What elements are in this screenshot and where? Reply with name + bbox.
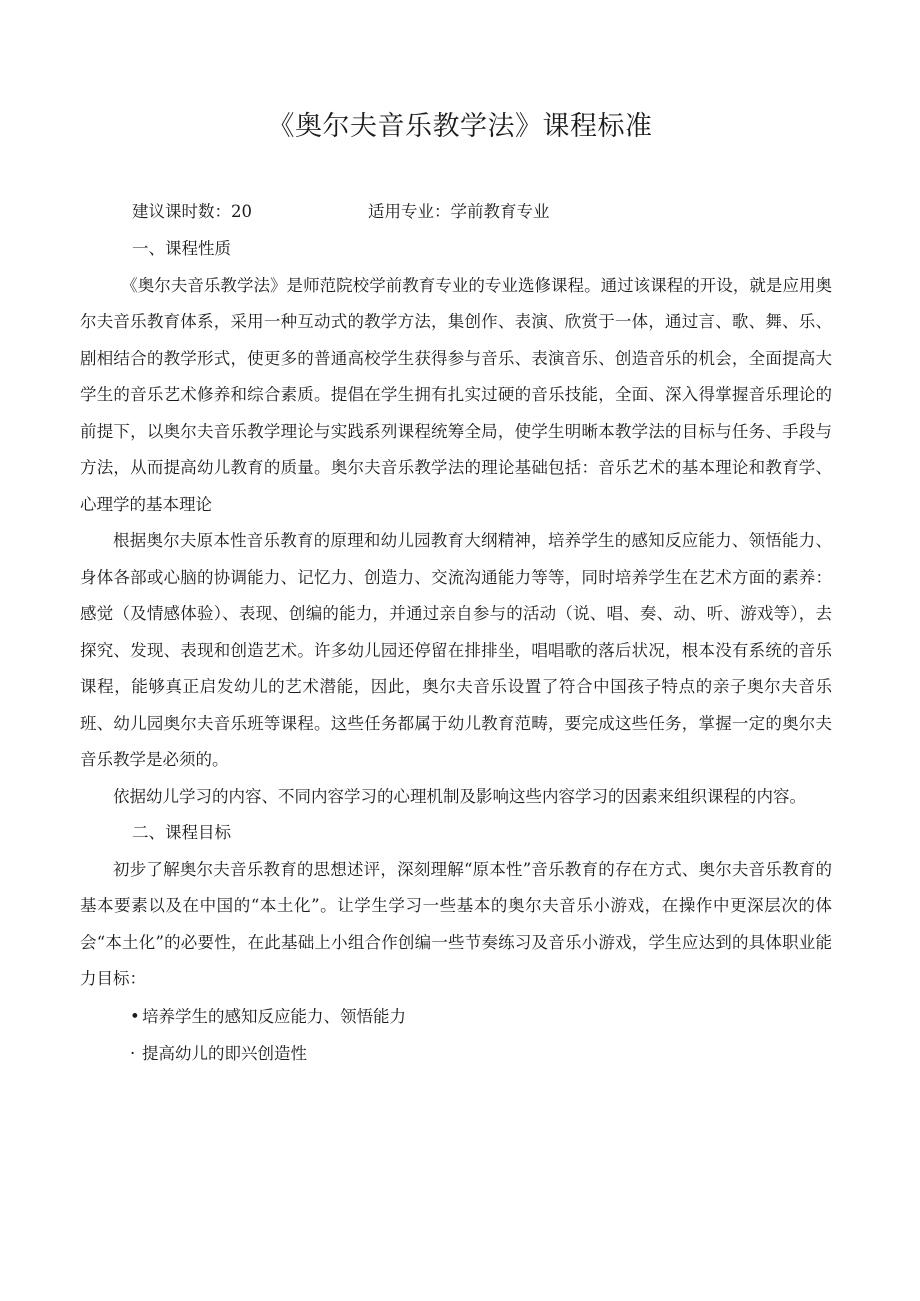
paragraph: 初步了解奥尔夫音乐教育的思想述评，深刻理解“原本性”音乐教育的存在方式、奥尔夫音乐教育的基本要素以及在中国的“本土化”。让学生学习一些基本的奥尔夫音乐小游戏，在操作中更深层次的体会“本土化”的必要性，在此基础上小组合作创编一些节奏练习及音乐小游戏，学生应达到的具体职业能力目标： <box>80 859 832 988</box>
bullet-text: 提高幼儿的即兴创造性 <box>142 1043 307 1063</box>
document-body <box>80 231 832 1072</box>
bullet-marker: • <box>130 1006 140 1026</box>
document-title: 《奥尔夫音乐教学法》课程标准 <box>267 111 653 142</box>
bullet-item <box>80 998 832 1035</box>
paragraph: 依据幼儿学习的内容、不同内容学习的心理机制及影响这些内容学习的因素来组织课程的内容。 <box>113 786 806 806</box>
section-heading-course-goals: 二、课程目标 <box>132 823 231 842</box>
suggested-hours: 建议课时数：20 <box>132 202 252 221</box>
paragraph: 根据奥尔夫原本性音乐教育的原理和幼儿园教育大纲精神，培养学生的感知反应能力、领悟能力、身体各部或心脑的协调能力、记忆力、创造力、交流沟通能力等等，同时培养学生在艺术方面的素养：感觉（及情感体验）、表现、创编的能力，并通过亲自参与的活动（说、唱、奏、动、听、游戏等），去探究、发现、表现和创造艺术。许多幼儿园还停留在排排坐，唱唱歌的落后状况，根本没有系统的音乐课程，能够真正启发幼儿的艺术潜能，因此，奥尔夫音乐设置了符合中国孩子特点的亲子奥尔夫音乐班、幼儿园奥尔夫音乐班等课程。这些任务都属于幼儿教育范畴，要完成这些任务，掌握一定的奥尔夫音乐教学是必须的。 <box>80 531 832 769</box>
applicable-specialty: 适用专业：学前教育专业 <box>368 202 550 221</box>
bullet-marker: · <box>130 1043 136 1063</box>
course-meta <box>132 198 550 222</box>
bullet-text: 培养学生的感知反应能力、领悟能力 <box>142 1006 406 1026</box>
bullet-item <box>80 1035 832 1072</box>
paragraph: 《奥尔夫音乐教学法》是师范院校学前教育专业的专业选修课程。通过该课程的开设，就是应用奥尔夫音乐教育体系，采用一种互动式的教学方法，集创作、表演、欣赏于一体，通过言、歌、舞、乐、剧相结合的教学形式，使更多的普通高校学生获得参与音乐、表演音乐、创造音乐的机会，全面提高大学生的音乐艺术修养和综合素质。提倡在学生拥有扎实过硬的音乐技能，全面、深入得掌握音乐理论的前提下，以奥尔夫音乐教学理论与实践系列课程统筹全局，使学生明晰本教学法的目标与任务、手段与方法，从而提高幼儿教育的质量。奥尔夫音乐教学法的理论基础包括：音乐艺术的基本理论和教育学、心理学的基本理论 <box>80 275 832 514</box>
section-heading-course-nature: 一、课程性质 <box>132 239 231 258</box>
